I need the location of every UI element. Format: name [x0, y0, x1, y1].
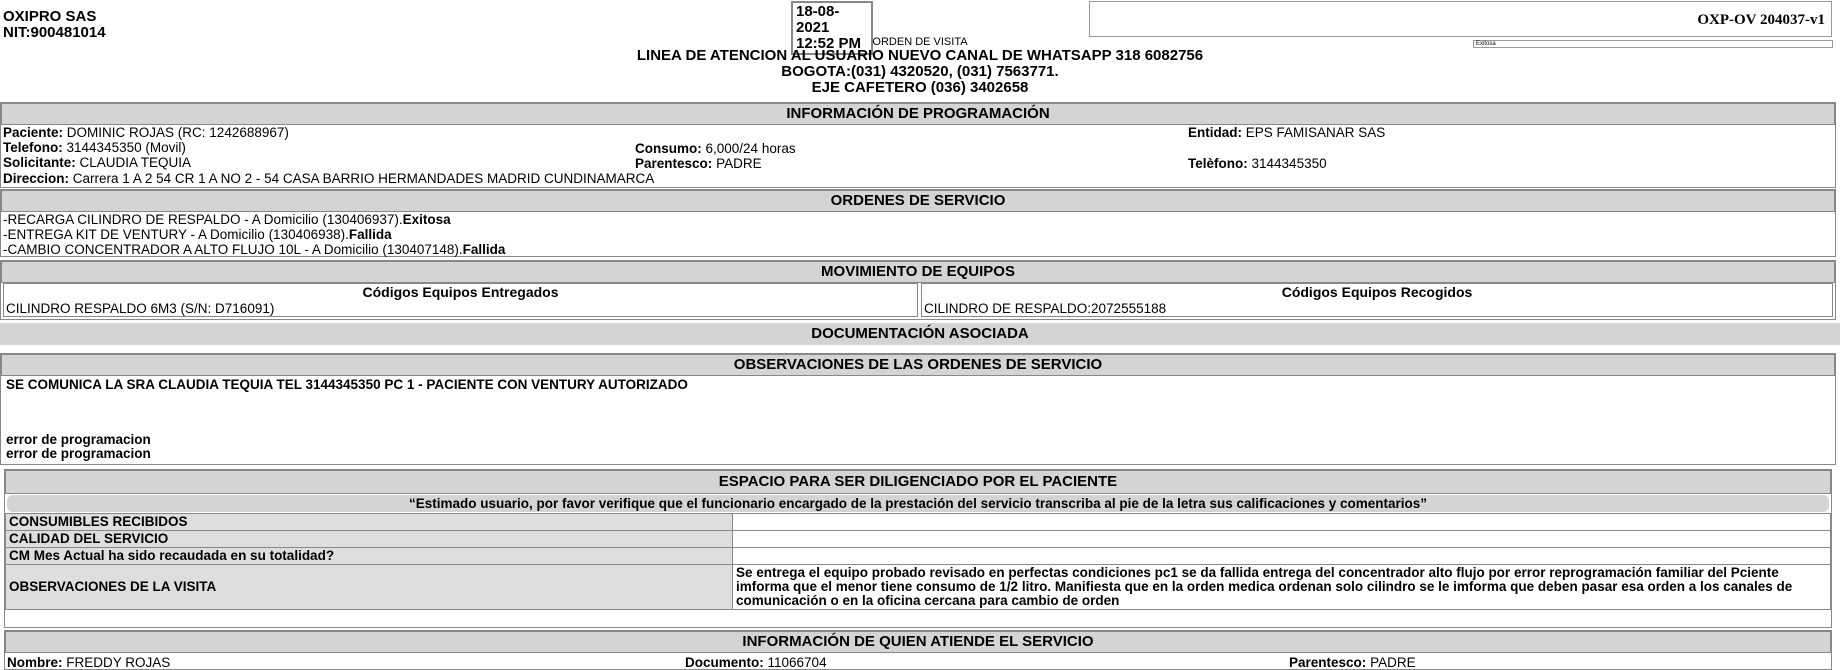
entregados-box: [3, 283, 918, 317]
recogidos-value: CILINDRO DE RESPALDO:2072555188: [924, 301, 1167, 316]
documentacion-title: DOCUMENTACIÓN ASOCIADA: [0, 323, 1840, 345]
observaciones-title: OBSERVACIONES DE LAS ORDENES DE SERVICIO: [1, 354, 1835, 376]
observaciones-visita-value: Se entrega el equipo probado revisado en perfectas condiciones pc1 se da fallida entrega del concentrador alto flujo por error reprogramación familiar del Pciente imforma que el menor tiene consumo de 1/2 litro. Manifiesta que en la orden medica ordenan solo cilindro se le imforma que deben pasar esa orden a los canales de comunicación o en la oficina cercana para cambio de orden: [733, 565, 1831, 610]
contact-header: [0, 36, 1840, 96]
orden-item: -CAMBIO CONCENTRADOR A ALTO FLUJO 10L - A Domicilio (130407148).Fallida: [3, 242, 506, 257]
orden-item: -RECARGA CILINDRO DE RESPALDO - A Domicilio (130406937).Exitosa: [3, 212, 451, 227]
calidad-input[interactable]: [733, 531, 1831, 548]
entregados-title: Códigos Equipos Entregados: [362, 284, 559, 300]
consumibles-input[interactable]: [733, 514, 1831, 531]
movimiento-section: [0, 260, 1836, 320]
telefono2-field: Telèfono: 3144345350: [1188, 156, 1327, 171]
table-row: CONSUMIBLES RECIBIDOS: [6, 514, 1831, 531]
company-name: OXIPRO SAS: [3, 8, 97, 25]
solicitante-field: Solicitante: CLAUDIA TEQUIA: [3, 155, 192, 170]
document-code: OXP-OV 204037-v1: [1089, 1, 1832, 37]
recogidos-box: [921, 283, 1833, 317]
table-row: CALIDAD DEL SERVICIO: [6, 531, 1831, 548]
eje-cafetero-phone: EJE CAFETERO (036) 3402658: [811, 79, 1029, 96]
table-row: CM Mes Actual ha sido recaudada en su totalidad?: [6, 548, 1831, 565]
cm-recaudada-input[interactable]: [733, 548, 1831, 565]
programacion-title: INFORMACIÓN DE PROGRAMACIÓN: [1, 103, 1835, 125]
table-row: OBSERVACIONES DE LA VISITA Se entrega el equipo probado revisado en perfectas condiciones pc1 se da fallida entrega del concentrador alto flujo por error reprogramación familiar del Pciente imforma que el menor tiene consumo de 1/2 litro. Manifiesta que en la orden medica ordenan solo cilindro se le imforma que deben pasar esa orden a los canales de comunicación o en la oficina cercana para cambio de orden: [6, 565, 1831, 610]
atiende-title: INFORMACIÓN DE QUIEN ATIENDE EL SERVICIO: [5, 631, 1831, 653]
paciente-space-title: ESPACIO PARA SER DILIGENCIADO POR EL PACIENTE: [5, 470, 1831, 494]
ordenes-section: [0, 189, 1836, 257]
paciente-notice: “Estimado usuario, por favor verifique que el funcionario encargado de la prestación del servicio transcriba al pie de la letra sus calificaciones y comentarios”: [7, 495, 1829, 512]
observacion-line: error de programacion: [6, 446, 151, 461]
direccion-field: Direccion: Carrera 1 A 2 54 CR 1 A NO 2 - 54 CASA BARRIO HERMANDADES MADRID CUNDINAMARCA: [3, 171, 655, 186]
orden-item: -ENTREGA KIT DE VENTURY - A Domicilio (130406938).Fallida: [3, 227, 392, 242]
visit-time: 12:52 PM: [796, 35, 862, 52]
telefono-field: Telefono: 3144345350 (Movil): [3, 140, 186, 155]
recogidos-title: Códigos Equipos Recogidos: [1281, 284, 1473, 300]
paciente-field: Paciente: DOMINIC ROJAS (RC: 1242688967): [3, 125, 289, 140]
documento-field: Documento: 11066704: [685, 655, 827, 670]
observacion-line: SE COMUNICA LA SRA CLAUDIA TEQUIA TEL 3144345350 PC 1 - PACIENTE CON VENTURY AUTORIZADO: [6, 377, 688, 392]
ordenes-title: ORDENES DE SERVICIO: [1, 190, 1835, 212]
observaciones-section: [0, 353, 1836, 465]
movimiento-title: MOVIMIENTO DE EQUIPOS: [1, 261, 1835, 283]
whatsapp-line: LINEA DE ATENCION AL USUARIO NUEVO CANAL DE WHATSAPP 318 6082756: [636, 47, 1204, 64]
atiende-section: [4, 630, 1832, 670]
document-type: ORDEN DE VISITA: [872, 36, 968, 48]
atiende-parentesco-field: Parentesco: PADRE: [1289, 655, 1416, 670]
entregados-value: CILINDRO RESPALDO 6M3 (S/N: D716091): [6, 301, 275, 316]
entidad-field: Entidad: EPS FAMISANAR SAS: [1188, 125, 1386, 140]
bogota-phones: BOGOTA:(031) 4320520, (031) 7563771.: [781, 63, 1059, 80]
paciente-space-section: [4, 469, 1832, 628]
nombre-field: Nombre: FREDDY ROJAS: [7, 655, 171, 670]
paciente-table: [5, 513, 1831, 610]
status-mini-box: Exitosa: [1473, 40, 1833, 48]
observacion-line: error de programacion: [6, 432, 151, 447]
visit-date: 18-08-2021: [796, 3, 840, 36]
consumo-field: Consumo: 6,000/24 horas: [635, 141, 796, 156]
parentesco-field: Parentesco: PADRE: [635, 156, 762, 171]
programacion-section: [0, 102, 1836, 188]
company-nit: NIT:900481014: [3, 24, 106, 41]
